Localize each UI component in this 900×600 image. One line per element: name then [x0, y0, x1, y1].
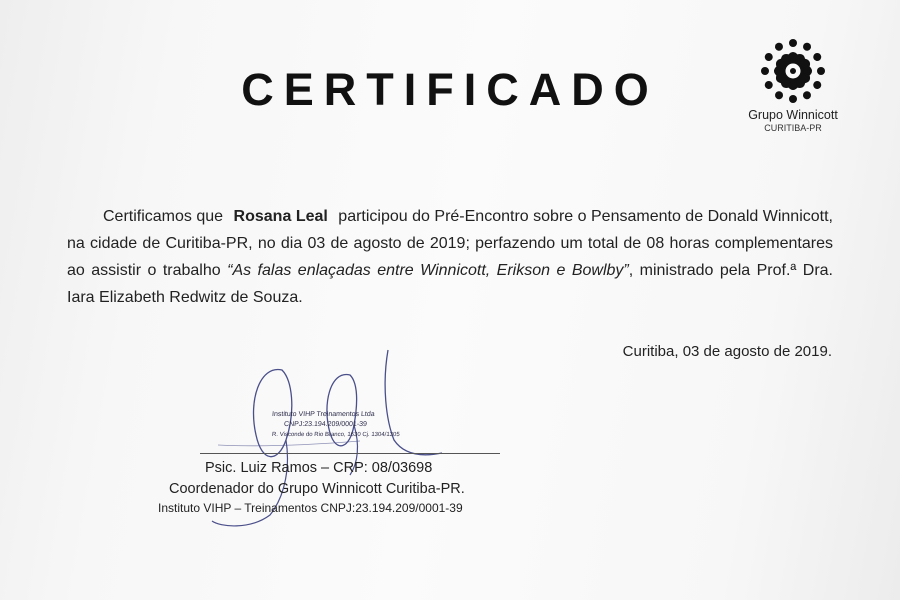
sun-rosette-icon	[757, 35, 829, 107]
work-title: “As falas enlaçadas entre Winnicott, Erikson e Bowlby”	[227, 262, 629, 279]
stamp-line1: Instituto VIHP Treinamentos Ltda	[271, 411, 375, 418]
body-text-part1: participou do Pré-Encontro sobre o Pensamento de Donald Winnicott, na cidade de Curitiba-PR, no dia 03 de agosto de 2019; perfazendo um total de 08 horas complementares ao assistir o trabalho	[67, 208, 833, 279]
place-date: Curitiba, 03 de agosto de 2019.	[622, 343, 832, 360]
logo-name: Grupo Winnicott	[748, 108, 838, 122]
participant-name: Rosana Leal	[233, 208, 328, 225]
grupo-winnicott-logo	[735, 35, 855, 135]
stamp-line2: CNPJ:23.194.209/0001-39	[283, 421, 368, 428]
certificate-body	[67, 203, 833, 311]
logo-center-dot	[790, 68, 796, 74]
certificate-title: CERTIFICADO	[241, 64, 659, 115]
signature-line	[200, 453, 500, 454]
signer-name: Psic. Luiz Ramos – CRP: 08/03698	[205, 460, 433, 476]
company-stamp	[272, 410, 402, 440]
signer-institute: Instituto VIHP – Treinamentos CNPJ:23.194.209/0001-39	[158, 501, 463, 515]
signer-role: Coordenador do Grupo Winnicott Curitiba-PR.	[169, 481, 465, 497]
logo-city: CURITIBA-PR	[764, 123, 822, 133]
body-intro: Certificamos que	[103, 208, 224, 225]
body-text-part2: , ministrado pela Prof.ª Dra. Iara Elizabeth Redwitz de Souza.	[67, 262, 833, 306]
stamp-line3: R. Visconde do Rio Branco, 1630 Cj. 1304/1305	[271, 432, 400, 438]
